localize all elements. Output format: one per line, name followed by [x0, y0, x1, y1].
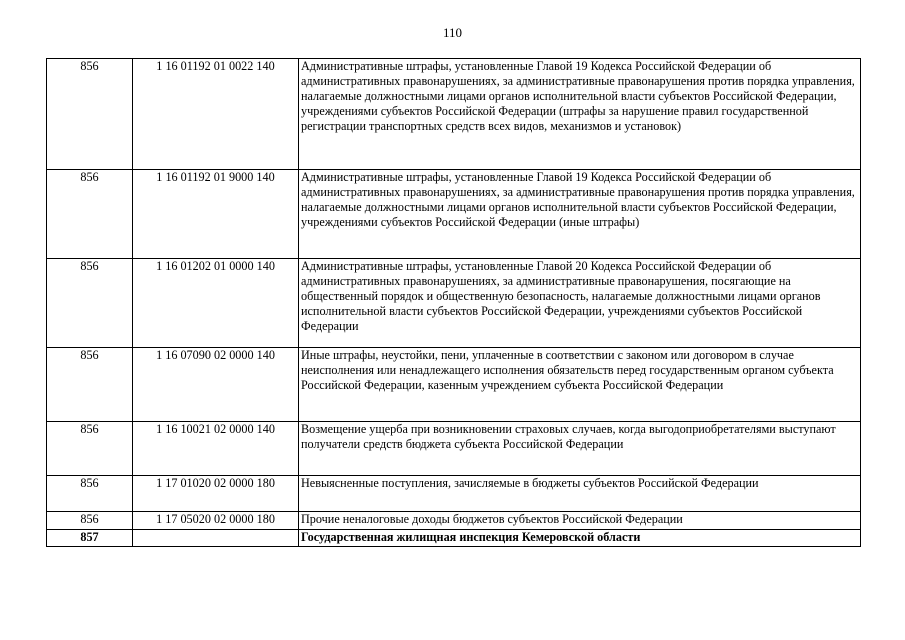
budget-code-cell: [133, 530, 299, 547]
budget-codes-table: [46, 58, 861, 547]
admin-code-cell: 856: [47, 348, 133, 422]
table-row: [47, 348, 861, 422]
table-row: [47, 512, 861, 530]
table-row: [47, 476, 861, 512]
description-cell: Административные штрафы, установленные Главой 20 Кодекса Российской Федерации об административных правонарушениях, за административные правонарушения, посягающие на общественный порядок и общественную безопасность, налагаемые должностными лицами органов исполнительной власти субъектов Российской Федерации, учреждениями субъектов Российской Федерации: [299, 259, 861, 348]
budget-code-cell: 1 16 07090 02 0000 140: [133, 348, 299, 422]
description-cell: Административные штрафы, установленные Главой 19 Кодекса Российской Федерации об административных правонарушениях, за административные правонарушения против порядка управления, налагаемые должностными лицами органов исполнительной власти субъектов Российской Федерации, учреждениями субъектов Российской Федерации (иные штрафы): [299, 170, 861, 259]
description-cell: Прочие неналоговые доходы бюджетов субъектов Российской Федерации: [299, 512, 861, 530]
description-cell: Административные штрафы, установленные Главой 19 Кодекса Российской Федерации об административных правонарушениях, за административные правонарушения против порядка управления, налагаемые должностными лицами органов исполнительной власти субъектов Российской Федерации, учреждениями субъектов Российской Федерации (штрафы за нарушение правил государственной регистрации транспортных средств всех видов, механизмов и установок): [299, 59, 861, 170]
budget-code-cell: 1 16 01192 01 0022 140: [133, 59, 299, 170]
description-cell: Невыясненные поступления, зачисляемые в бюджеты субъектов Российской Федерации: [299, 476, 861, 512]
admin-code-cell: 856: [47, 422, 133, 476]
page-number: 110: [442, 25, 463, 40]
budget-code-cell: 1 16 01202 01 0000 140: [133, 259, 299, 348]
admin-code-cell: 856: [47, 259, 133, 348]
table-row: [47, 59, 861, 170]
section-title-cell: Государственная жилищная инспекция Кемеровской области: [299, 530, 861, 547]
admin-code-cell: 856: [47, 512, 133, 530]
budget-code-cell: 1 17 05020 02 0000 180: [133, 512, 299, 530]
table-row: [47, 422, 861, 476]
budget-code-cell: 1 16 10021 02 0000 140: [133, 422, 299, 476]
description-cell: Возмещение ущерба при возникновении страховых случаев, когда выгодоприобретателями выступают получатели средств бюджета субъекта Российской Федерации: [299, 422, 861, 476]
admin-code-cell: 856: [47, 476, 133, 512]
admin-code-cell: 857: [47, 530, 133, 547]
admin-code-cell: 856: [47, 170, 133, 259]
budget-code-cell: 1 17 01020 02 0000 180: [133, 476, 299, 512]
table-row-section-header: [47, 530, 861, 547]
description-cell: Иные штрафы, неустойки, пени, уплаченные в соответствии с законом или договором в случае неисполнения или ненадлежащего исполнения обязательств перед государственным органом субъекта Российской Федерации, казенным учреждением субъекта Российской Федерации: [299, 348, 861, 422]
table-row: [47, 259, 861, 348]
table-row: [47, 170, 861, 259]
admin-code-cell: 856: [47, 59, 133, 170]
budget-code-cell: 1 16 01192 01 9000 140: [133, 170, 299, 259]
